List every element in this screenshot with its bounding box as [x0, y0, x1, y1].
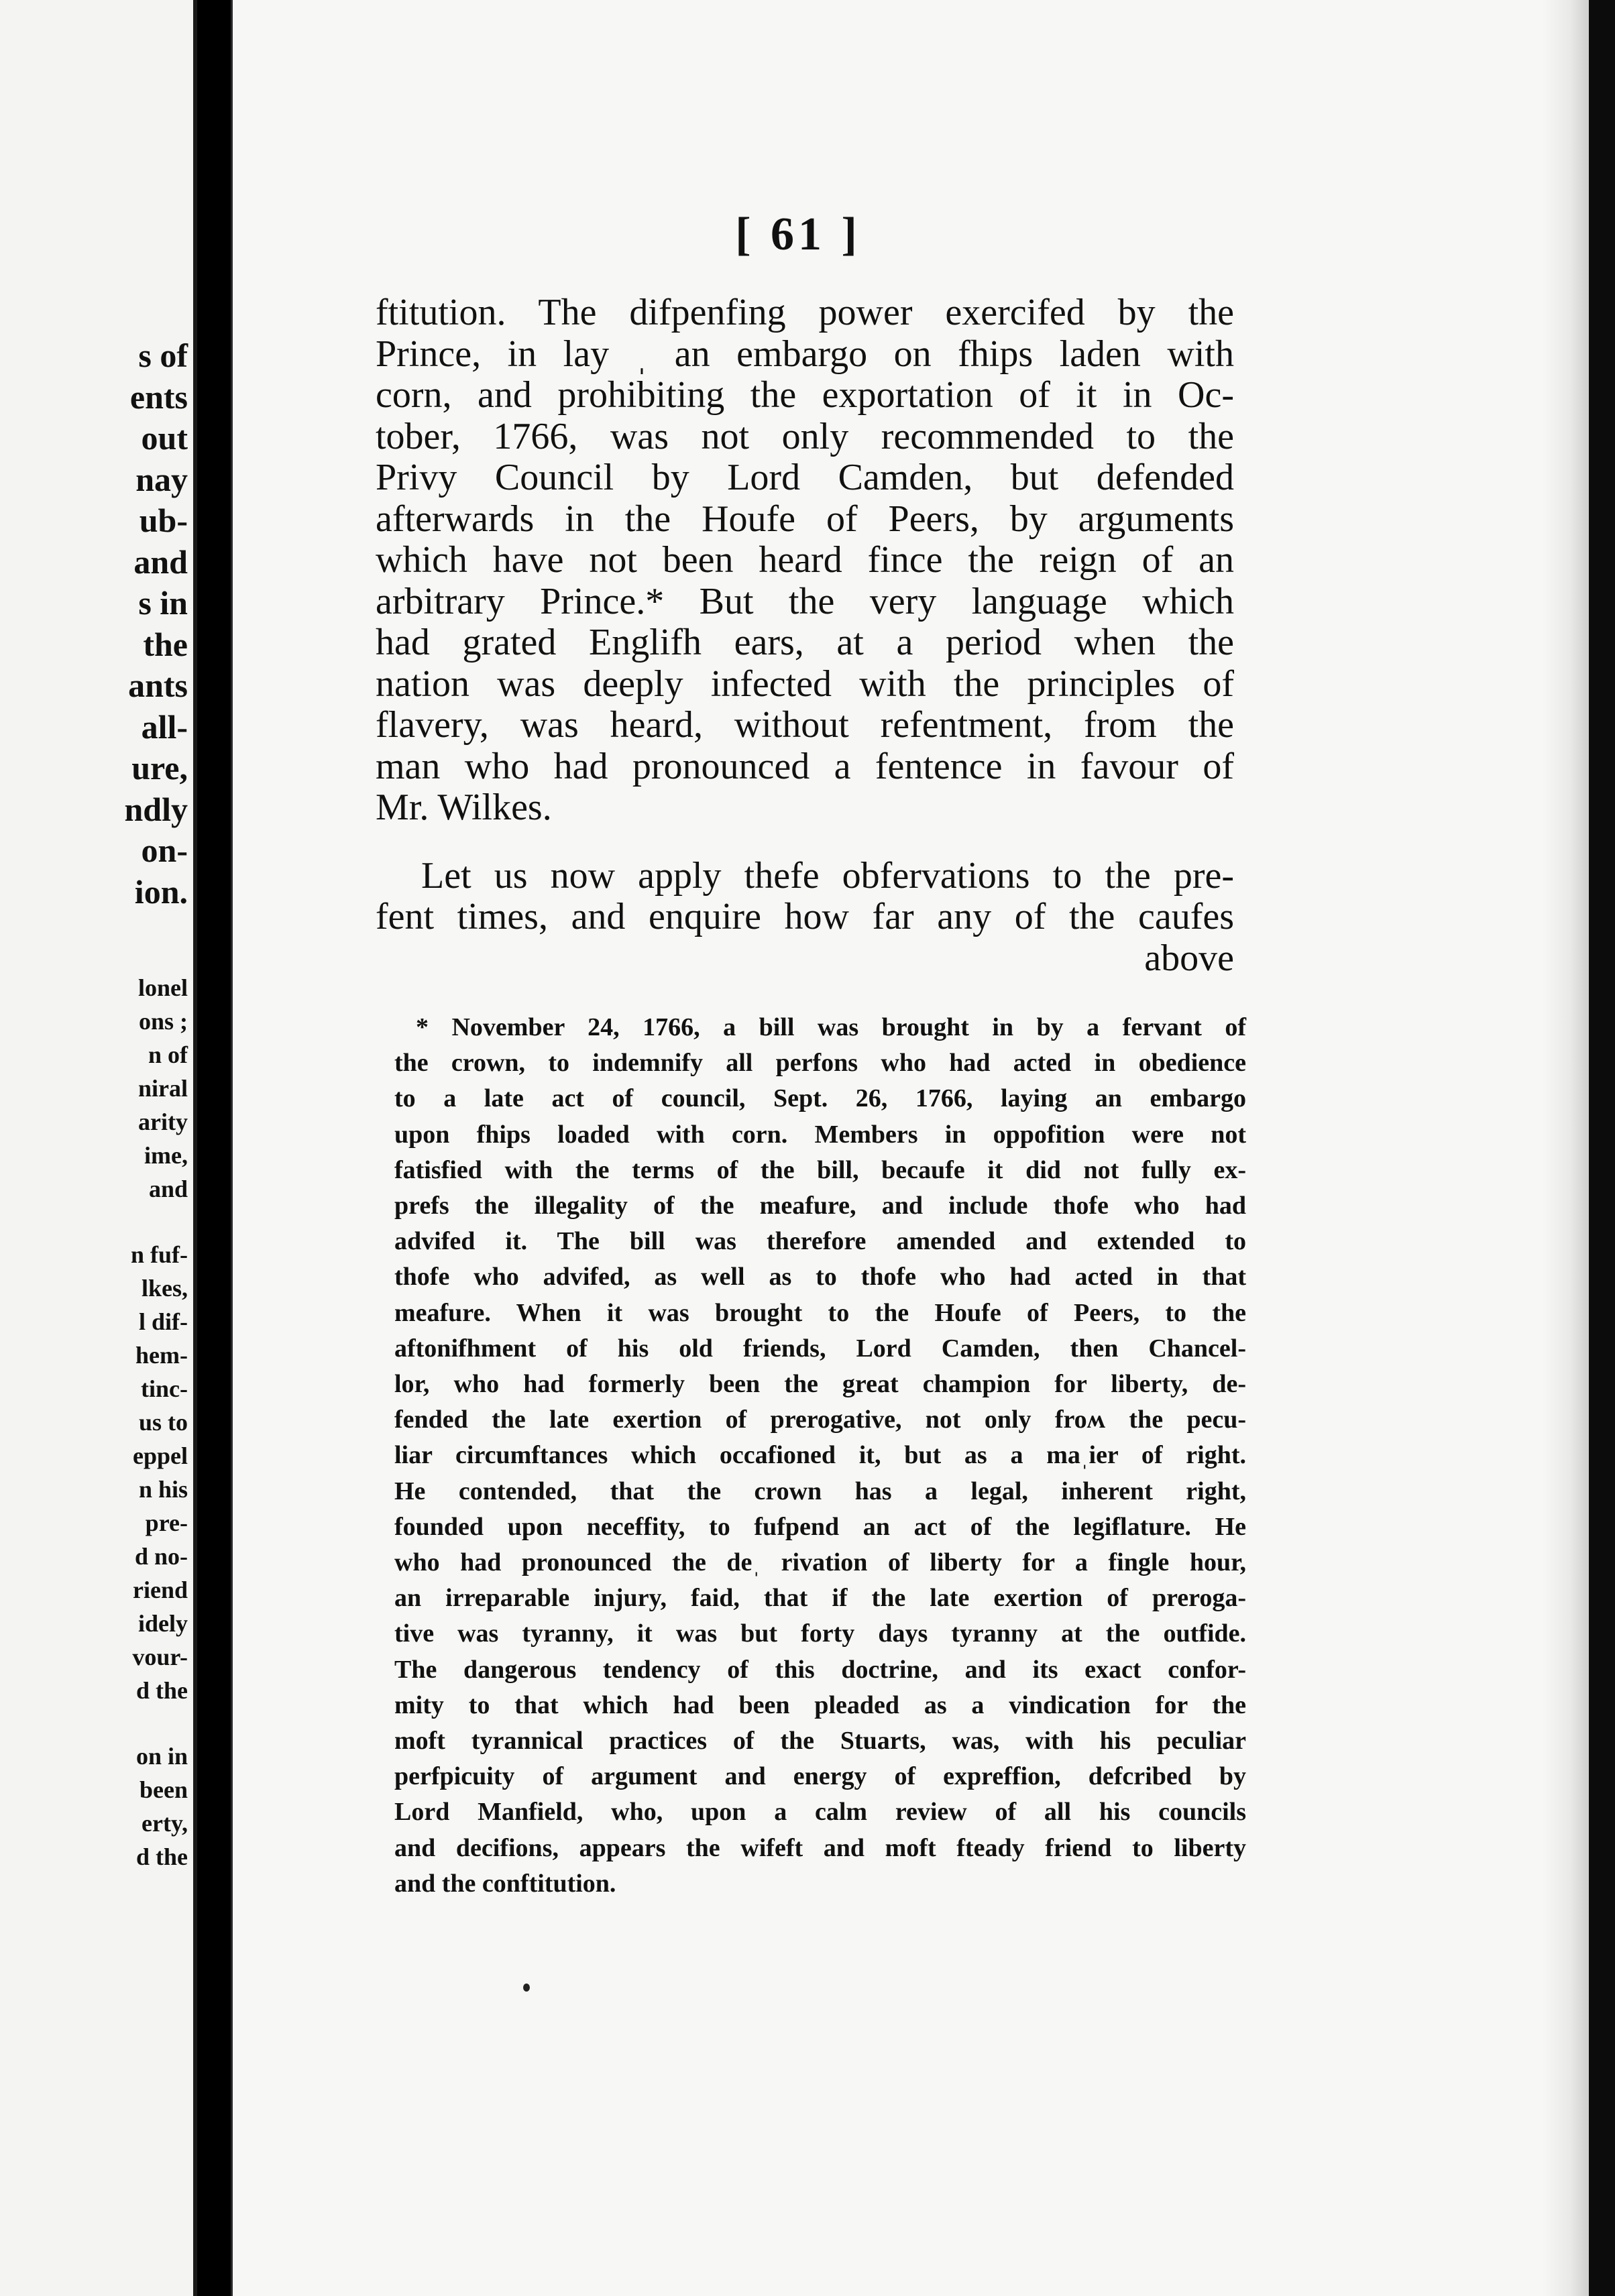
facing-note-fragment: been: [140, 1776, 188, 1803]
facing-note-fragment: on in: [135, 1743, 188, 1770]
footnote-line: tive was tyranny, it was but forty days tyranny at the outfide.: [394, 1619, 1246, 1648]
body-line: corn, and prohibiting the exportation of it in Oc-: [376, 374, 1234, 416]
facing-note-fragment: us to: [138, 1409, 188, 1436]
footnote-line: mity to that which had been pleaded as a vindication for the: [394, 1690, 1246, 1719]
facing-note-fragment: ons ;: [138, 1008, 188, 1035]
facing-note-fragment: eppel: [132, 1442, 188, 1469]
footnote-line: and decifions, appears the wifeft and moft fteady friend to liberty: [394, 1833, 1246, 1862]
facing-page-body-fragments: [0, 335, 188, 913]
footnote-line: advifed it. The bill was therefore amended and extended to: [394, 1227, 1246, 1256]
facing-note-fragment: hem-: [135, 1342, 188, 1369]
facing-note-fragment: idely: [137, 1610, 188, 1637]
footnote-line: an irreparable injury, faid, that if the late exertion of preroga-: [394, 1584, 1246, 1613]
facing-note-fragment: tinc-: [141, 1375, 188, 1402]
body-line: nation was deeply infected with the principles of: [376, 663, 1234, 705]
facing-note-fragment: niral: [137, 1075, 188, 1102]
body-line: had grated Englifh ears, at a period when the: [376, 622, 1234, 663]
footnote-line: The dangerous tendency of this doctrine, and its exact confor-: [394, 1655, 1246, 1684]
facing-fragment: ents: [129, 378, 188, 416]
facing-page-note-fragments: [0, 971, 188, 1874]
facing-note-fragment: n his: [138, 1476, 188, 1503]
body-line: man who had pronounced a fentence in favour of: [376, 745, 1234, 787]
facing-note-fragment: n fuf-: [130, 1241, 188, 1268]
body-line: arbitrary Prince.* But the very language which: [376, 580, 1234, 622]
page-edge: [1589, 0, 1615, 2296]
facing-fragment: nay: [135, 460, 188, 498]
body-line: fent times, and enquire how far any of the caufes: [376, 896, 1234, 937]
facing-note-fragment: lonel: [137, 974, 188, 1001]
footnote-line: thofe who advifed, as well as to thofe who had acted in that: [394, 1263, 1246, 1292]
facing-note-fragment: l dif-: [138, 1308, 188, 1335]
body-line: Prince, in lay ˌ an embargo on fhips laden with: [376, 333, 1234, 375]
body-line: Let us now apply thefe obfervations to the pre-: [421, 854, 1234, 897]
facing-note-fragment: and: [148, 1175, 188, 1202]
footnote-line: and the conftitution.: [394, 1869, 616, 1898]
facing-note-fragment: riend: [132, 1576, 188, 1603]
body-line: tober, 1766, was not only recommended to the: [376, 415, 1234, 457]
footnote-line: meafure. When it was brought to the Houfe of Peers, to the: [394, 1298, 1246, 1327]
facing-note-fragment: vour-: [132, 1644, 188, 1670]
facing-fragment: ants: [128, 667, 188, 704]
facing-fragment: s of: [138, 337, 188, 374]
facing-note-fragment: d the: [135, 1843, 188, 1870]
footnote-line: prefs the illegality of the meafure, and include thofe who had: [394, 1192, 1246, 1220]
body-text: [376, 292, 1234, 979]
body-line: Mr. Wilkes.: [376, 787, 552, 828]
footnote-line: upon fhips loaded with corn. Members in oppofition were not: [394, 1120, 1246, 1149]
page-edge-shadow: [1543, 0, 1589, 2296]
footnote-line: perfpicuity of argument and energy of expreffion, defcribed by: [394, 1762, 1246, 1791]
facing-fragment: ndly: [124, 790, 188, 828]
ink-speck: [523, 1984, 530, 1992]
facing-fragment: and: [133, 542, 188, 581]
footnote-line: aftonifhment of his old friends, Lord Camden, then Chancel-: [394, 1334, 1246, 1363]
footnote-line: fatisfied with the terms of the bill, becaufe it did not fully ex-: [394, 1155, 1246, 1184]
facing-note-fragment: d the: [135, 1677, 188, 1704]
footnote-line: fended the late exertion of prerogative, not only froʍ the pecu-: [394, 1405, 1246, 1434]
facing-fragment: all-: [141, 707, 188, 746]
footnote-line: liar circumftances which occafioned it, but as a maˌier of right.: [394, 1441, 1246, 1470]
catchword: above: [1144, 937, 1234, 979]
facing-note-fragment: lkes,: [141, 1275, 188, 1302]
facing-note-fragment: pre-: [145, 1509, 188, 1536]
facing-note-fragment: d no-: [134, 1543, 188, 1570]
footnote-line: lor, who had formerly been the great champion for liberty, de-: [394, 1370, 1246, 1399]
facing-fragment: ub-: [139, 502, 188, 539]
facing-note-fragment: ime,: [144, 1142, 188, 1169]
footnote-line: founded upon neceffity, to fufpend an act of the legiflature. He: [394, 1512, 1246, 1541]
facing-fragment: ure,: [131, 749, 188, 787]
body-line: Privy Council by Lord Camden, but defended: [376, 457, 1234, 498]
body-line: flavery, was heard, without refentment, from the: [376, 704, 1234, 746]
facing-note-fragment: erty,: [142, 1810, 188, 1837]
facing-fragment: out: [141, 419, 188, 457]
footnote-line: to a late act of council, Sept. 26, 1766, laying an embargo: [394, 1084, 1246, 1113]
footnote-line: who had pronounced the deˌ rivation of liberty for a fingle hour,: [394, 1548, 1246, 1577]
facing-note-fragment: arity: [138, 1108, 188, 1135]
body-line: ftitution. The difpenfing power exercifed by the: [376, 292, 1234, 333]
facing-fragment: on-: [141, 831, 188, 869]
footnote-line: moft tyrannical practices of the Stuarts, was, with his peculiar: [394, 1727, 1246, 1756]
facing-page: [0, 0, 197, 2296]
body-line: which have not been heard fince the reign of an: [376, 539, 1234, 581]
body-line: afterwards in the Houfe of Peers, by arguments: [376, 498, 1234, 540]
footnote: [394, 1010, 1246, 1902]
footnote-line: Lord Manfield, who, upon a calm review of all his councils: [394, 1798, 1246, 1827]
facing-note-fragment: n of: [148, 1041, 188, 1068]
facing-fragment: ion.: [134, 872, 188, 911]
footnote-line: He contended, that the crown has a legal, inherent right,: [394, 1477, 1246, 1505]
footnote-line: * November 24, 1766, a bill was brought in by a fervant of: [416, 1013, 1246, 1041]
footnote-line: the crown, to indemnify all perfons who had acted in obedience: [394, 1049, 1246, 1078]
facing-fragment: s in: [138, 584, 188, 622]
page-number: [ 61 ]: [735, 209, 861, 260]
facing-fragment: the: [143, 625, 188, 663]
